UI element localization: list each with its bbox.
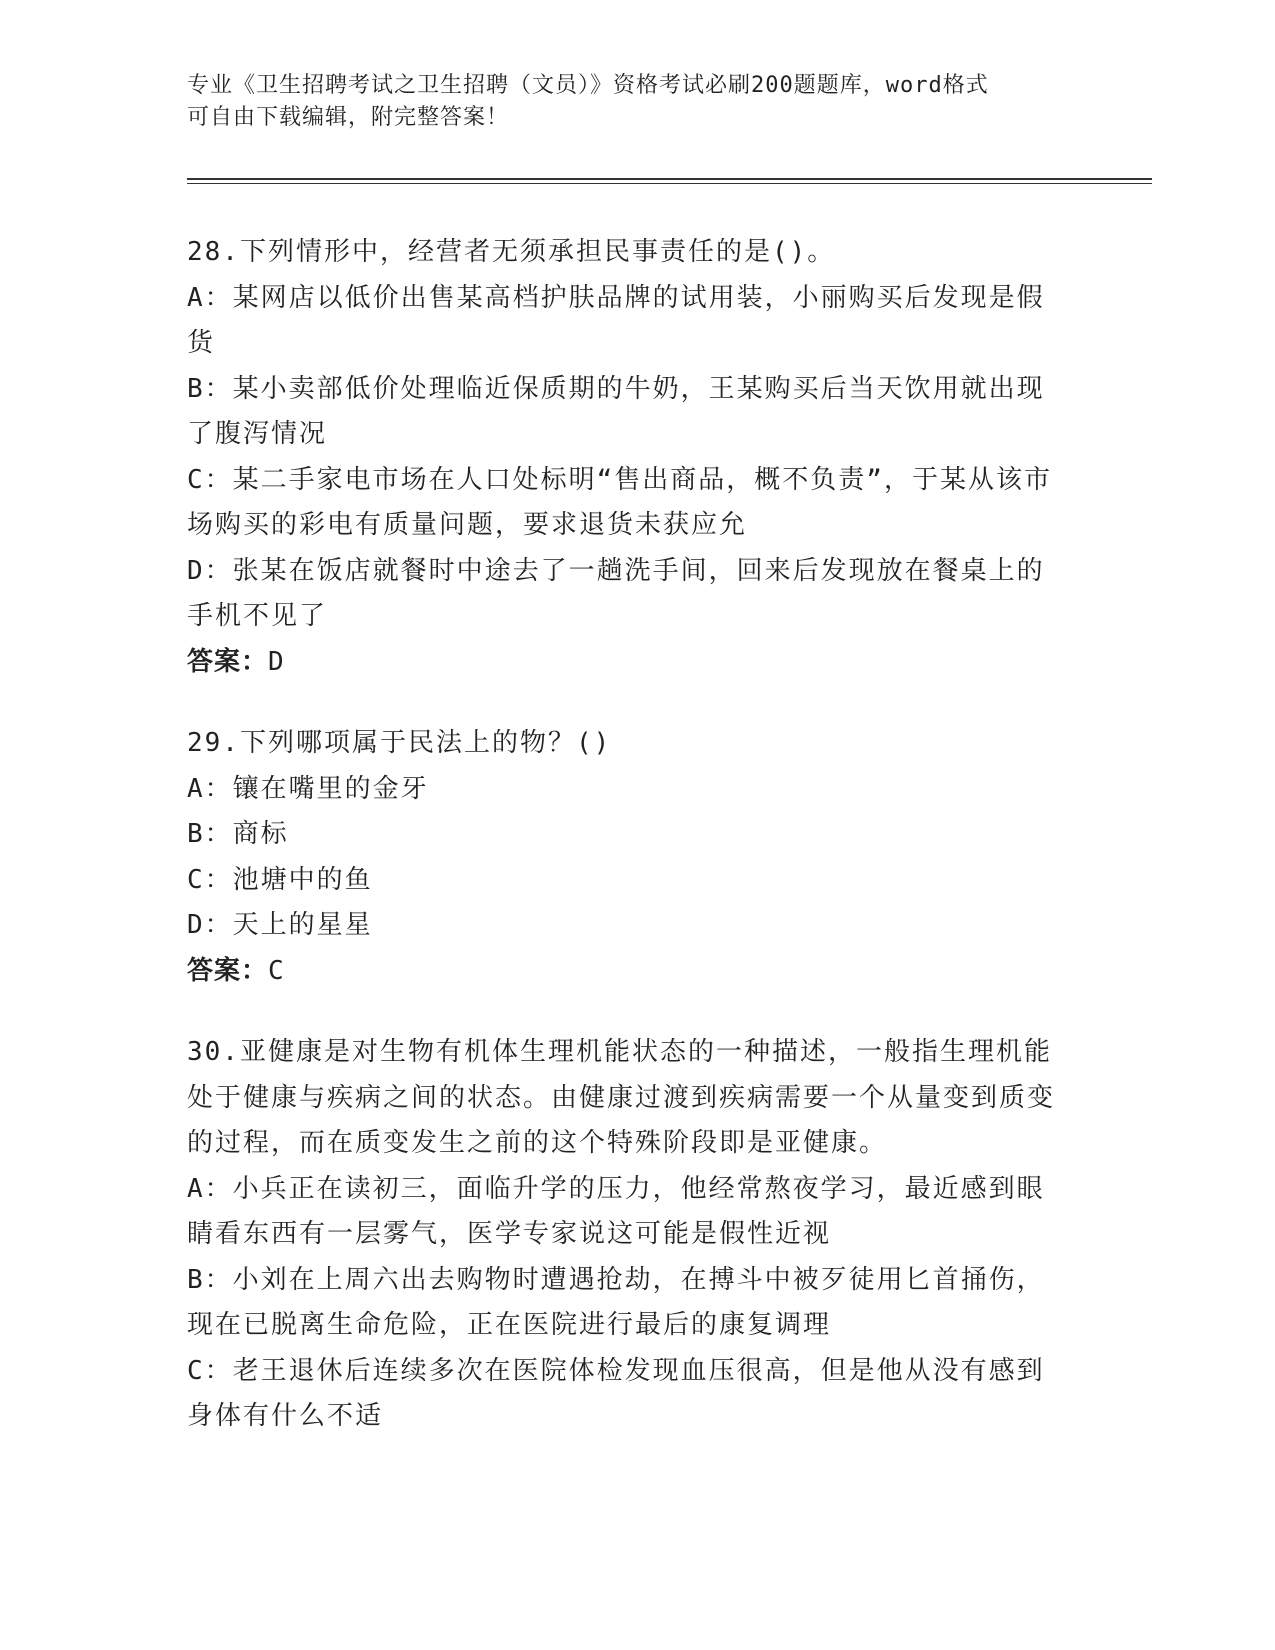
answer-label: 答案： xyxy=(187,955,269,986)
option-c: C：老王退休后连续多次在医院体检发现血压很高，但是他从没有感到身体有什么不适 xyxy=(187,1355,1045,1431)
answer-value: C xyxy=(268,955,285,986)
question-list xyxy=(187,230,1067,1476)
document-header xyxy=(187,70,1067,134)
question-29 xyxy=(187,721,1067,994)
option-d: D：张某在饭店就餐时中途去了一趟洗手间，回来后发现放在餐桌上的手机不见了 xyxy=(187,555,1045,631)
question-stem: 29.下列哪项属于民法上的物？() xyxy=(187,728,612,758)
option-c: C：池塘中的鱼 xyxy=(187,864,373,895)
answer-label: 答案： xyxy=(187,646,269,677)
option-a: A：某网店以低价出售某高档护肤品牌的试用装，小丽购买后发现是假货 xyxy=(187,282,1045,358)
option-b: B：某小卖部低价处理临近保质期的牛奶，王某购买后当天饮用就出现了腹泻情况 xyxy=(187,373,1045,449)
question-stem: 30.亚健康是对生物有机体生理机能状态的一种描述，一般指生理机能处于健康与疾病之间的状态。由健康过渡到疾病需要一个从量变到质变的过程，而在质变发生之前的这个特殊阶段即是亚健康。 xyxy=(187,1037,1056,1158)
option-d: D：天上的星星 xyxy=(187,910,373,940)
option-b: B：商标 xyxy=(187,819,289,849)
answer-value: D xyxy=(268,646,285,677)
header-line-2: 可自由下载编辑，附完整答案！ xyxy=(187,105,510,130)
answer-line xyxy=(187,640,1067,686)
question-stem: 28.下列情形中，经营者无须承担民事责任的是()。 xyxy=(187,237,836,267)
option-a: A：镶在嘴里的金牙 xyxy=(187,773,429,804)
option-a: A：小兵正在读初三，面临升学的压力，他经常熬夜学习，最近感到眼睛看东西有一层雾气，医学专家说这可能是假性近视 xyxy=(187,1173,1045,1249)
header-line-1: 专业《卫生招聘考试之卫生招聘（文员）》资格考试必刷200题题库，word格式 xyxy=(187,73,989,98)
question-28 xyxy=(187,230,1067,685)
question-30 xyxy=(187,1030,1067,1440)
option-b: B：小刘在上周六出去购物时遭遇抢劫，在搏斗中被歹徒用匕首捅伤，现在已脱离生命危险，正在医院进行最后的康复调理 xyxy=(187,1264,1045,1340)
answer-line xyxy=(187,949,1067,995)
header-divider-thick xyxy=(187,178,1152,180)
header-divider-thin xyxy=(187,183,1152,184)
option-c: C：某二手家电市场在人口处标明“售出商品，概不负责”，于某从该市场购买的彩电有质量问题，要求退货未获应允 xyxy=(187,464,1052,540)
